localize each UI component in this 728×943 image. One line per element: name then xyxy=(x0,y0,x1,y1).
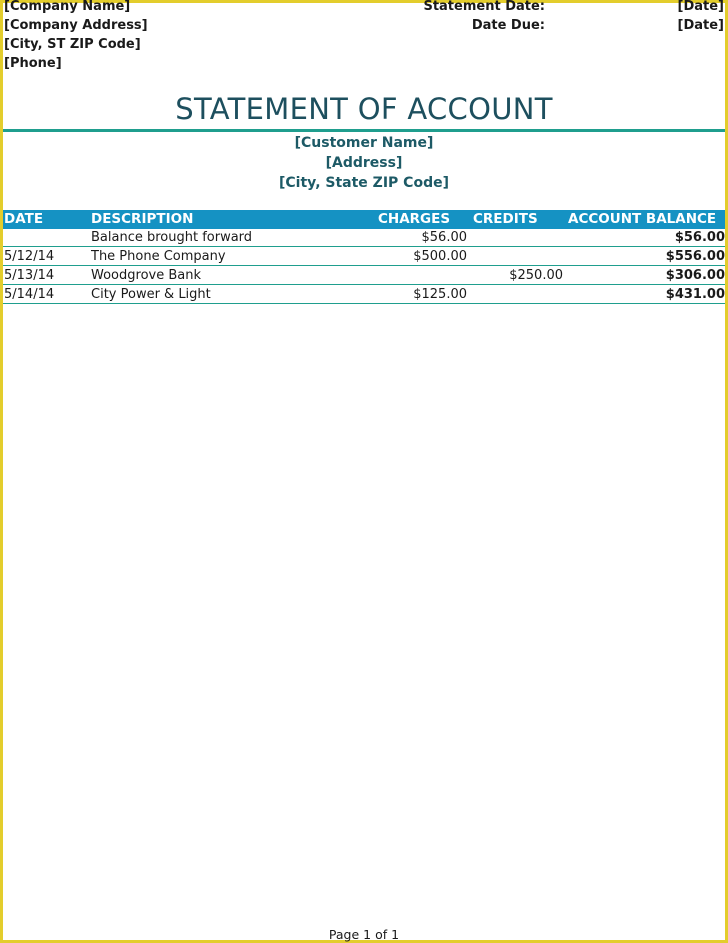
statement-date-value: [Date] xyxy=(677,0,724,14)
table-header xyxy=(3,210,725,229)
customer-address: [Address] xyxy=(325,155,403,171)
table-row xyxy=(3,229,725,247)
row-description: Woodgrove Bank xyxy=(91,268,201,283)
page-title: STATEMENT OF ACCOUNT xyxy=(175,92,553,126)
row-date: 5/12/14 xyxy=(4,249,55,264)
row-balance: $556.00 xyxy=(665,249,725,264)
header-description: DESCRIPTION xyxy=(91,211,194,227)
date-due-label: Date Due: xyxy=(471,18,545,33)
table-row xyxy=(3,267,725,285)
customer-city: [City, State ZIP Code] xyxy=(279,175,449,191)
table-row xyxy=(3,248,725,266)
row-description: City Power & Light xyxy=(91,287,211,302)
page-number: Page 1 of 1 xyxy=(328,927,400,942)
row-balance: $56.00 xyxy=(674,230,725,245)
row-charges: $500.00 xyxy=(413,249,467,264)
header-charges: CHARGES xyxy=(378,211,451,227)
statement-meta-labels xyxy=(423,0,545,35)
row-balance: $306.00 xyxy=(665,268,725,283)
row-description: Balance brought forward xyxy=(91,230,253,245)
title-divider xyxy=(3,129,725,132)
statement-meta-values xyxy=(678,0,724,35)
statement-date-label: Statement Date: xyxy=(423,0,545,14)
customer-info xyxy=(0,133,728,193)
company-phone: [Phone] xyxy=(4,56,62,71)
row-charges: $56.00 xyxy=(421,230,467,245)
header-date: DATE xyxy=(4,211,44,227)
header-balance: ACCOUNT BALANCE xyxy=(568,211,717,227)
row-credits: $250.00 xyxy=(509,268,563,283)
table-row xyxy=(3,286,725,304)
row-date: 5/14/14 xyxy=(4,287,55,302)
company-name: [Company Name] xyxy=(4,0,131,14)
company-city: [City, ST ZIP Code] xyxy=(4,37,141,52)
company-info xyxy=(4,0,148,73)
customer-name: [Customer Name] xyxy=(294,135,434,151)
row-charges: $125.00 xyxy=(413,287,467,302)
row-description: The Phone Company xyxy=(91,249,226,264)
row-balance: $431.00 xyxy=(665,287,725,302)
date-due-value: [Date] xyxy=(677,18,724,33)
company-address: [Company Address] xyxy=(4,18,148,33)
header-credits: CREDITS xyxy=(473,211,538,227)
row-date: 5/13/14 xyxy=(4,268,55,283)
